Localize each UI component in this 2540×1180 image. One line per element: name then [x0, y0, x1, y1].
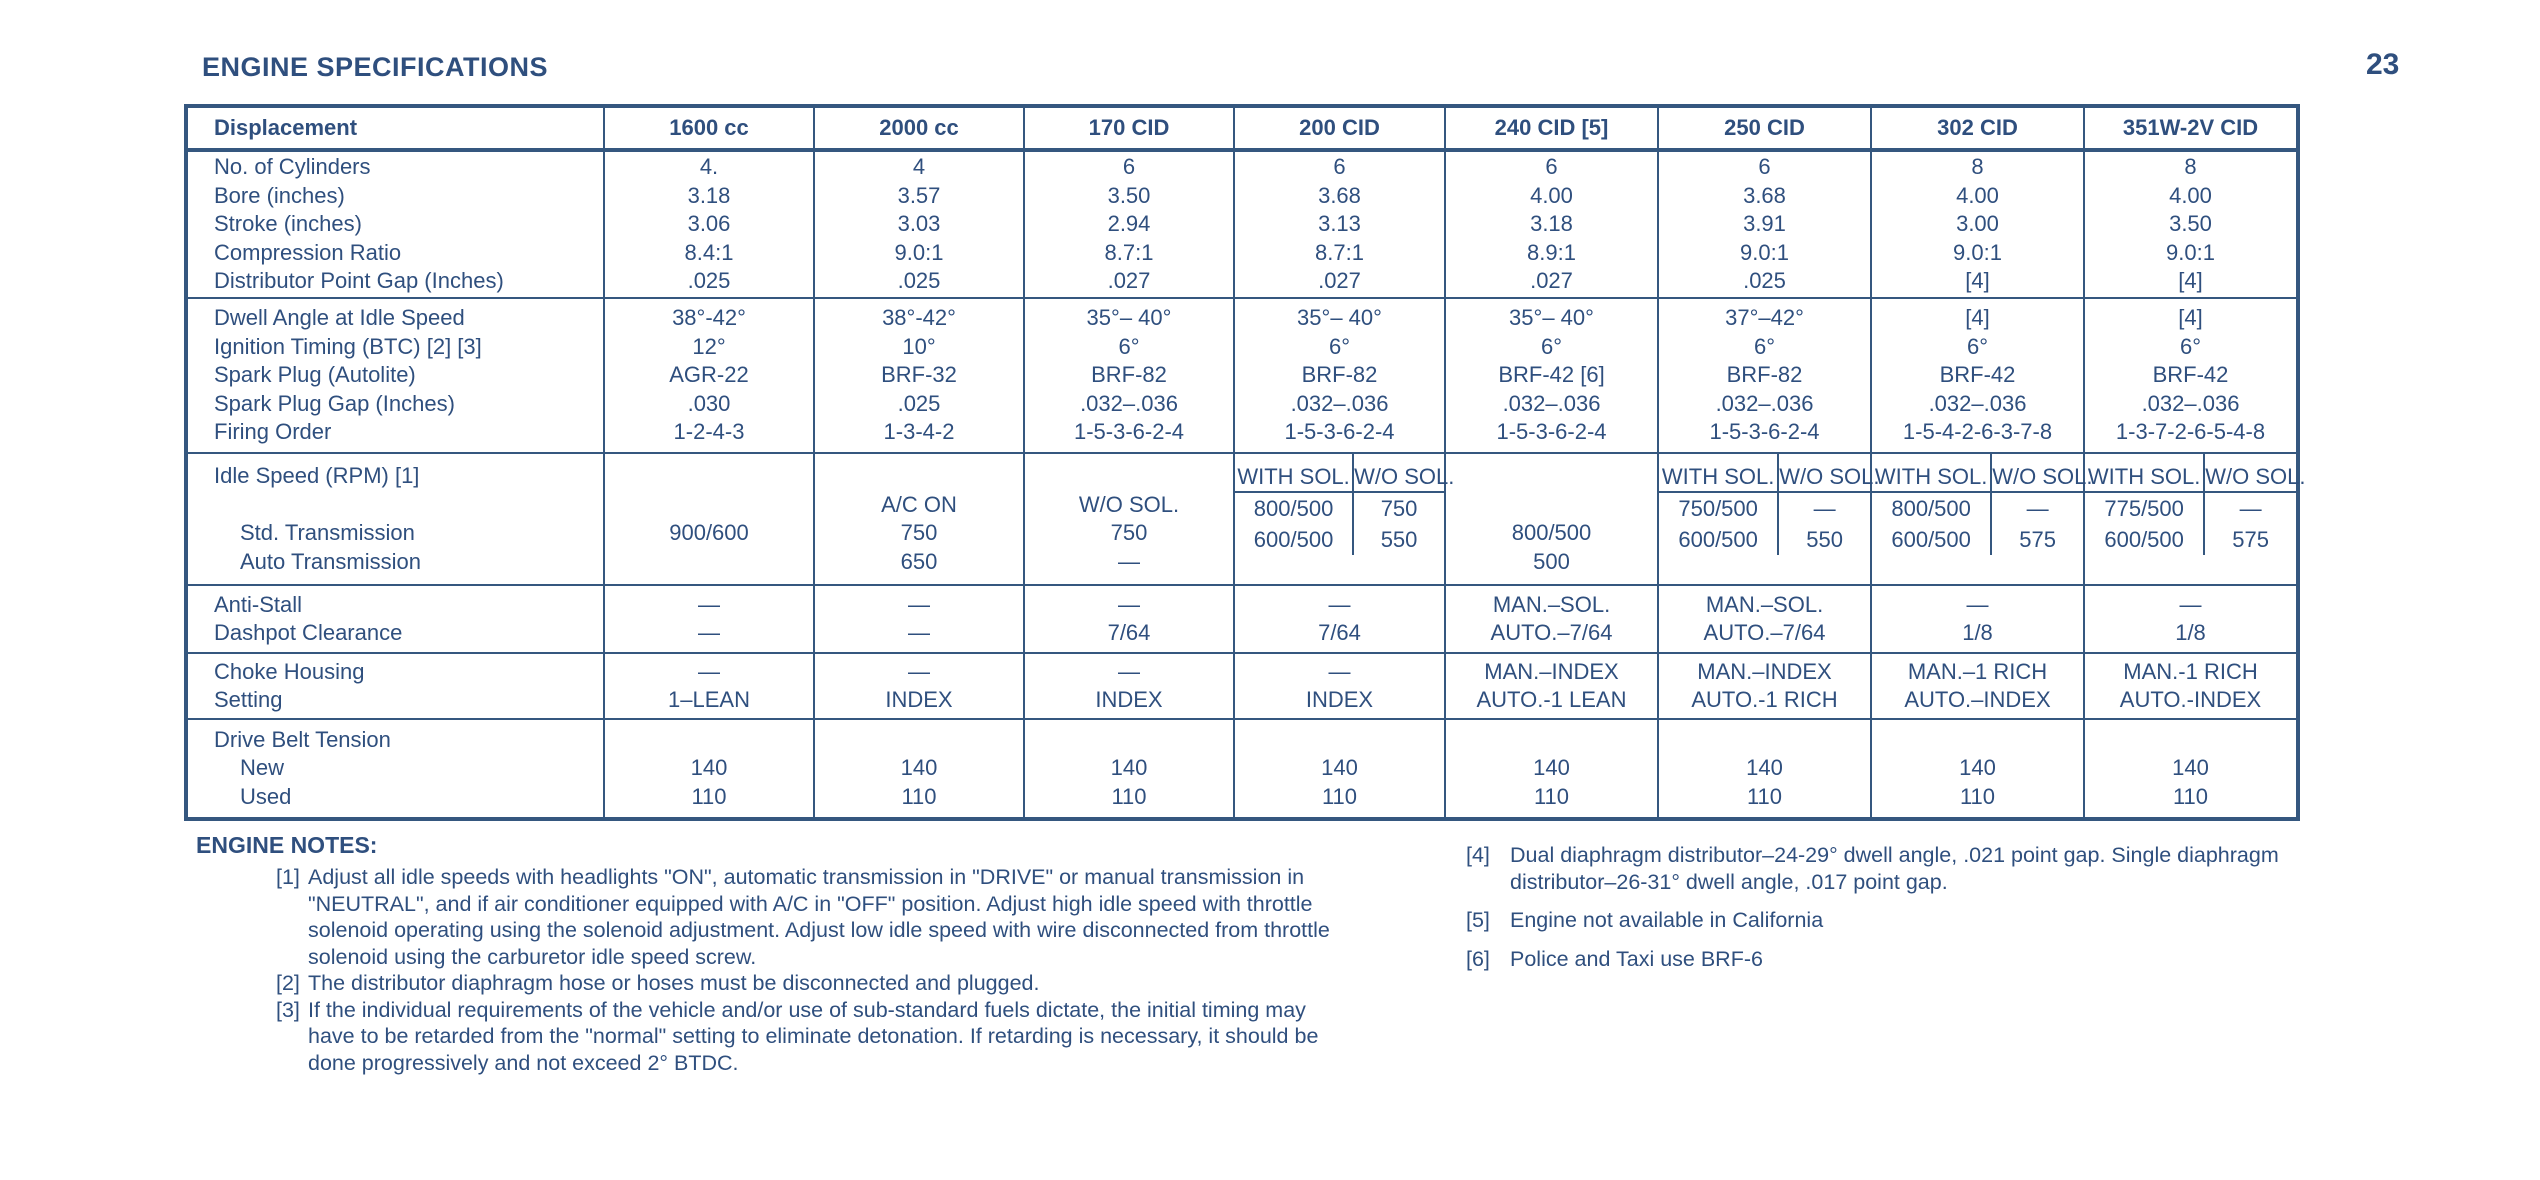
idle-std-with: 800/500 — [1235, 493, 1354, 524]
spec-value: 8.9:1 — [1527, 239, 1576, 265]
idle-cell-200 — [1234, 453, 1455, 585]
idle-auto-without: 575 — [2232, 527, 2269, 552]
idle-labels — [186, 453, 604, 585]
idle-auto-without: 575 — [2019, 527, 2056, 552]
spacer — [1446, 726, 1657, 755]
spec-value: 3.06 — [687, 211, 731, 237]
choke-value: MAN.–INDEX — [1697, 658, 1832, 684]
spec-value: .032–.036 — [1290, 390, 1389, 416]
antistall-value: 1/8 — [2175, 620, 2206, 645]
spec-values-cell — [1871, 298, 2084, 453]
idle-std-without: — — [2239, 496, 2262, 521]
spec-label: Spark Plug (Autolite) — [214, 362, 416, 388]
spec-value: BRF-32 — [881, 362, 957, 388]
spec-values-cell — [1234, 298, 1445, 453]
belt-value: 140 — [2172, 755, 2209, 781]
belt-values-cell — [1445, 719, 1658, 819]
note-text: The distributor diaphragm hose or hoses must be disconnected and plugged. — [308, 971, 1040, 995]
belt-value: 110 — [1111, 783, 1147, 809]
spec-value: .025 — [1743, 268, 1786, 294]
choke-value: — — [1118, 658, 1140, 684]
belt-value: 110 — [901, 783, 937, 809]
spec-value: 1-5-3-6-2-4 — [1073, 419, 1185, 445]
table-header-row — [186, 106, 2298, 150]
choke-value: MAN.-1 RICH — [2123, 658, 2258, 684]
antistall-value: — — [1966, 591, 1989, 617]
spec-label: Ignition Timing (BTC) [2] [3] — [214, 333, 482, 359]
idle-auto-value: 500 — [1533, 548, 1570, 574]
with-sol-header: WITH SOL. — [1659, 454, 1779, 493]
belt-values-cell — [604, 719, 814, 819]
spec-value: 1-3-4-2 — [883, 419, 955, 445]
antistall-value: — — [2179, 591, 2202, 617]
choke-value: AUTO.-INDEX — [2119, 687, 2262, 712]
spec-values-cell — [1871, 150, 2084, 298]
spec-value: 3.00 — [1956, 211, 1999, 237]
spec-value: 12° — [692, 333, 726, 359]
spec-value: 6° — [1328, 333, 1351, 359]
spec-value: 1-5-3-6-2-4 — [1496, 419, 1607, 445]
idle-cell-1600 — [604, 453, 814, 585]
spec-value: BRF-42 — [1939, 362, 2016, 388]
antistall-labels — [186, 585, 604, 653]
choke-value: INDEX — [885, 687, 953, 712]
spec-value: 4 — [912, 154, 926, 180]
idle-std-without: — — [2026, 496, 2049, 521]
spec-value: .032–.036 — [1715, 390, 1814, 416]
choke-value: AUTO.–INDEX — [1904, 687, 2051, 712]
auto-transmission-label: Auto Transmission — [240, 548, 421, 574]
column-header: 302 CID — [1871, 106, 2084, 150]
choke-label: Setting — [214, 687, 283, 712]
idle-std-with: 800/500 — [1872, 493, 1992, 524]
antistall-values-cell — [2084, 585, 2298, 653]
spacer — [815, 726, 1023, 755]
idle-auto-with: 600/500 — [1659, 524, 1779, 555]
column-header: 1600 cc — [604, 106, 814, 150]
spec-value: .025 — [897, 268, 941, 294]
spec-group-dimensions — [186, 150, 2298, 298]
choke-labels — [186, 653, 604, 719]
spec-group-antistall — [186, 585, 2298, 653]
note-item — [276, 970, 1356, 997]
antistall-values-cell — [604, 585, 814, 653]
page-title: ENGINE SPECIFICATIONS — [202, 52, 549, 82]
spec-value: 6° — [1540, 333, 1563, 359]
idle-head: A/C ON — [881, 491, 957, 517]
spec-label: Spark Plug Gap (Inches) — [214, 390, 455, 416]
spec-value: 3.50 — [2169, 211, 2212, 237]
spec-group-idle — [186, 453, 2298, 585]
antistall-value: — — [908, 620, 930, 645]
spec-values-cell — [604, 150, 814, 298]
belt-value: 110 — [1321, 783, 1358, 809]
spec-values-cell — [604, 298, 814, 453]
spacer — [2085, 726, 2296, 755]
belt-value: 110 — [691, 783, 727, 809]
spec-values-cell — [1658, 150, 1871, 298]
column-header: 240 CID [5] — [1445, 106, 1658, 150]
note-text: Engine not available in California — [1510, 908, 1824, 932]
choke-values-cell — [2084, 653, 2298, 719]
spec-value: BRF-82 — [1301, 362, 1378, 388]
spec-value: 4. — [699, 154, 719, 180]
page-number: 23 — [2366, 48, 2400, 81]
column-header: 351W-2V CID — [2084, 106, 2298, 150]
antistall-value: — — [1118, 591, 1140, 617]
notes-right-column — [1466, 842, 2286, 984]
std-transmission-label: Std. Transmission — [240, 520, 415, 545]
spec-value: 1-5-4-2-6-3-7-8 — [1902, 419, 2053, 445]
idle-cell-170 — [1024, 453, 1234, 585]
spec-value: 4.00 — [1956, 182, 1999, 208]
belt-label: Drive Belt Tension — [214, 726, 391, 752]
idle-cell-240 — [1445, 453, 1658, 585]
spec-values-cell — [1234, 150, 1445, 298]
choke-values-cell — [814, 653, 1024, 719]
wo-sol-header: W/O SOL. — [1354, 454, 1444, 493]
spec-value: .025 — [897, 390, 941, 416]
belt-value: 110 — [1959, 783, 1996, 809]
column-header: 2000 cc — [814, 106, 1024, 150]
choke-value: INDEX — [1095, 687, 1163, 712]
spec-values-cell — [1024, 150, 1234, 298]
spec-values-cell — [2084, 150, 2298, 298]
spec-values-cell — [814, 150, 1024, 298]
idle-std-value: 900/600 — [669, 520, 749, 545]
choke-values-cell — [1234, 653, 1445, 719]
belt-label: New — [240, 755, 285, 781]
spec-value: .027 — [1318, 268, 1361, 294]
spacer — [1025, 726, 1233, 755]
antistall-value: — — [698, 620, 720, 645]
spec-value: BRF-42 [6] — [1498, 362, 1605, 388]
choke-value: — — [1328, 658, 1351, 684]
column-header: Displacement — [186, 106, 604, 150]
spec-value: 8 — [2184, 154, 2197, 180]
belt-values-cell — [1024, 719, 1234, 819]
spec-value: 35°– 40° — [1509, 305, 1594, 331]
spec-group-ignition — [186, 298, 2298, 453]
antistall-value: — — [1328, 591, 1351, 617]
spec-value: 6 — [1122, 154, 1136, 180]
idle-head: W/O SOL. — [1078, 491, 1180, 517]
belt-values-cell — [1871, 719, 2084, 819]
spec-label: Distributor Point Gap (Inches) — [214, 268, 504, 294]
choke-values-cell — [1871, 653, 2084, 719]
belt-value: 140 — [1110, 755, 1148, 781]
spec-value: .032–.036 — [1080, 390, 1178, 416]
idle-std-value: 750 — [1110, 520, 1148, 545]
belt-value: 140 — [1959, 755, 1996, 781]
spec-value: [4] — [1965, 268, 1990, 294]
antistall-value: 1/8 — [1962, 620, 1993, 645]
spec-value: 1-5-3-6-2-4 — [1284, 419, 1395, 445]
spec-label: Dwell Angle at Idle Speed — [214, 305, 465, 331]
spec-values-cell — [814, 298, 1024, 453]
choke-values-cell — [1445, 653, 1658, 719]
spec-value: 1-3-7-2-6-5-4-8 — [2115, 419, 2266, 445]
note-key: [2] — [276, 971, 300, 995]
note-item — [1466, 946, 2286, 973]
idle-cell-2000 — [814, 453, 1024, 585]
spec-value: .032–.036 — [1928, 390, 2027, 416]
spec-label: Compression Ratio — [214, 239, 402, 265]
spec-label: Firing Order — [214, 419, 332, 445]
spec-value: 38°-42° — [672, 305, 746, 331]
belt-value: 140 — [900, 755, 938, 781]
choke-value: — — [698, 658, 720, 684]
choke-value: MAN.–1 RICH — [1907, 658, 2048, 684]
spec-value: BRF-82 — [1091, 362, 1167, 388]
with-sol-header: WITH SOL. — [1235, 454, 1354, 493]
spec-values-cell — [1445, 150, 1658, 298]
idle-std-without: 750 — [1380, 496, 1418, 521]
spec-value: .027 — [1530, 268, 1573, 294]
belt-value: 140 — [1746, 755, 1783, 781]
idle-cell-250 — [1658, 453, 1880, 585]
column-header: 170 CID — [1024, 106, 1234, 150]
antistall-value: MAN.–SOL. — [1492, 591, 1611, 617]
choke-value: INDEX — [1305, 687, 1374, 712]
engine-specs-table — [184, 104, 2306, 821]
belt-labels — [186, 719, 604, 819]
note-key: [1] — [276, 865, 300, 889]
spec-value: 6° — [1753, 333, 1776, 359]
spec-value: 6 — [1333, 154, 1346, 180]
spec-group-choke — [186, 653, 2298, 719]
spec-value: 9.0:1 — [894, 239, 944, 265]
spec-value: 9.0:1 — [1740, 239, 1789, 265]
note-item — [1466, 842, 2286, 895]
note-item — [1466, 907, 2286, 934]
spec-value: 2.94 — [1107, 211, 1151, 237]
choke-values-cell — [1024, 653, 1234, 719]
note-key: [3] — [276, 997, 300, 1022]
antistall-values-cell — [814, 585, 1024, 653]
belt-value: 140 — [1533, 755, 1570, 781]
belt-label: Used — [240, 783, 292, 809]
spec-value: 35°– 40° — [1297, 305, 1382, 331]
belt-value: 140 — [690, 755, 728, 781]
idle-auto-without: 550 — [1380, 527, 1418, 552]
idle-auto-with: 600/500 — [1235, 524, 1354, 555]
belt-values-cell — [2084, 719, 2298, 819]
spec-value: [4] — [2178, 305, 2203, 331]
spec-value: 9.0:1 — [1953, 239, 2002, 265]
spec-value: 8.7:1 — [1104, 239, 1154, 265]
note-text: Adjust all idle speeds with headlights "ON", automatic transmission in "DRIVE" or manual transmission in "NEUTRAL", and if air conditioner equipped with A/C in "OFF" position. Adjust high idle speed with throttle solenoid operating using the solenoid adjustment. Adjust low idle speed with wire disconnected from throttle solenoid using the carburetor idle speed screw. — [308, 865, 1330, 969]
note-text: If the individual requirements of the vehicle and/or use of sub-standard fuels dictate, the initial timing may have to be retarded from the "normal" setting to eliminate detonation. If retarding is necessary, it should be done progressively and not exceed 2° BTDC. — [308, 997, 1319, 1075]
column-header: 200 CID — [1234, 106, 1445, 150]
spec-value: 3.18 — [687, 182, 731, 208]
spec-values-cell — [2084, 298, 2298, 453]
idle-auto-with: 600/500 — [1872, 524, 1992, 555]
note-key: [6] — [1466, 946, 1490, 971]
idle-cell-351 — [2084, 453, 2306, 585]
idle-std-without: — — [1813, 496, 1836, 521]
note-text: Police and Taxi use BRF-6 — [1510, 946, 1763, 971]
spec-value: .032–.036 — [2141, 390, 2240, 416]
spec-value: 1-5-3-6-2-4 — [1709, 419, 1820, 445]
antistall-value: MAN.–SOL. — [1705, 591, 1824, 617]
antistall-value: AUTO.–7/64 — [1490, 620, 1613, 645]
note-item — [276, 997, 1356, 1077]
spec-value: .025 — [687, 268, 731, 294]
choke-label: Choke Housing — [214, 658, 365, 684]
choke-value: 1–LEAN — [668, 687, 750, 712]
choke-value: AUTO.-1 LEAN — [1476, 687, 1627, 712]
spec-value: 3.91 — [1743, 211, 1786, 237]
spec-value: .032–.036 — [1502, 390, 1601, 416]
spec-value: 3.68 — [1743, 182, 1786, 208]
spec-value: 10° — [902, 333, 936, 359]
spacer — [605, 726, 813, 755]
note-key: [4] — [1466, 843, 1490, 867]
idle-auto-with: 600/500 — [2085, 524, 2205, 555]
spec-value: [4] — [2178, 268, 2203, 294]
spec-value: 6 — [1545, 154, 1558, 180]
antistall-value: 7/64 — [1318, 620, 1361, 645]
note-item — [276, 864, 1356, 970]
idle-auto-value: — — [1118, 548, 1140, 574]
idle-split-grid — [1872, 454, 2093, 555]
antistall-values-cell — [1234, 585, 1445, 653]
notes-left-column — [276, 864, 1356, 1076]
spec-value: 9.0:1 — [2166, 239, 2215, 265]
antistall-label: Dashpot Clearance — [214, 620, 403, 645]
spec-value: 8.7:1 — [1315, 239, 1364, 265]
idle-std-with: 750/500 — [1659, 493, 1779, 524]
wo-sol-header: W/O SOL. — [1992, 454, 2083, 493]
notes-title: ENGINE NOTES: — [196, 832, 378, 858]
spec-value: 4.00 — [2169, 182, 2212, 208]
belt-value: 110 — [2172, 783, 2209, 809]
with-sol-header: WITH SOL. — [1872, 454, 1992, 493]
belt-value: 140 — [1321, 755, 1358, 781]
spacer — [1659, 726, 1870, 755]
belt-values-cell — [1658, 719, 1871, 819]
antistall-value: 7/64 — [1107, 620, 1151, 645]
spec-label: Stroke (inches) — [214, 211, 362, 237]
wo-sol-header: W/O SOL. — [1779, 454, 1870, 493]
spec-value: 6° — [1118, 333, 1140, 359]
spec-value: 38°-42° — [882, 305, 956, 331]
choke-value: AUTO.-1 RICH — [1691, 687, 1838, 712]
belt-values-cell — [1234, 719, 1445, 819]
antistall-values-cell — [1871, 585, 2084, 653]
spec-value: 37°–42° — [1725, 305, 1804, 331]
spec-values-cell — [1445, 298, 1658, 453]
spec-value: 1-2-4-3 — [673, 419, 745, 445]
spec-value: .030 — [687, 390, 731, 416]
note-key: [5] — [1466, 908, 1490, 932]
idle-split-grid — [1235, 454, 1455, 555]
spec-value: 6° — [1966, 333, 1989, 359]
choke-values-cell — [604, 653, 814, 719]
spec-value: 3.57 — [897, 182, 941, 208]
spec-value: [4] — [1965, 305, 1990, 331]
antistall-label: Anti-Stall — [214, 591, 303, 617]
spacer — [1872, 726, 2083, 755]
idle-cell-302 — [1871, 453, 2093, 585]
idle-auto-without: 550 — [1806, 527, 1843, 552]
choke-values-cell — [1658, 653, 1871, 719]
spec-value: 3.50 — [1107, 182, 1151, 208]
spec-value: .027 — [1107, 268, 1151, 294]
spec-value: 6 — [1758, 154, 1771, 180]
spec-values-cell — [1024, 298, 1234, 453]
idle-std-with: 775/500 — [2085, 493, 2205, 524]
idle-split-grid — [2085, 454, 2306, 555]
idle-label: Idle Speed (RPM) [1] — [214, 463, 420, 488]
spec-value: 8.4:1 — [684, 239, 734, 265]
antistall-value: — — [908, 591, 930, 617]
spec-value: 35°– 40° — [1086, 305, 1172, 331]
choke-value: — — [908, 658, 930, 684]
spacer — [1235, 726, 1444, 755]
spec-labels — [186, 150, 604, 298]
antistall-value: AUTO.–7/64 — [1703, 620, 1826, 645]
spec-value: 3.13 — [1318, 211, 1361, 237]
spec-values-cell — [1658, 298, 1871, 453]
idle-auto-value: 650 — [900, 548, 938, 574]
antistall-values-cell — [1658, 585, 1871, 653]
spec-value: 4.00 — [1530, 182, 1573, 208]
belt-value: 110 — [1746, 783, 1783, 809]
antistall-values-cell — [1445, 585, 1658, 653]
with-sol-header: WITH SOL. — [2085, 454, 2205, 493]
column-header: 250 CID — [1658, 106, 1871, 150]
spec-value: BRF-42 — [2152, 362, 2229, 388]
idle-std-value: 750 — [900, 520, 938, 545]
spec-value: 3.03 — [897, 211, 941, 237]
spec-group-belt — [186, 719, 2298, 819]
wo-sol-header: W/O SOL. — [2205, 454, 2296, 493]
belt-values-cell — [814, 719, 1024, 819]
spec-value: 3.18 — [1530, 211, 1573, 237]
antistall-value: — — [698, 591, 720, 617]
belt-value: 110 — [1533, 783, 1570, 809]
spec-label: Bore (inches) — [214, 182, 345, 208]
idle-split-grid — [1659, 454, 1880, 555]
note-text: Dual diaphragm distributor–24-29° dwell angle, .021 point gap. Single diaphragm distributor–26-31° dwell angle, .017 point gap. — [1510, 843, 2279, 894]
spec-value: 3.68 — [1318, 182, 1361, 208]
spec-label: No. of Cylinders — [214, 154, 371, 180]
spec-value: 6° — [2179, 333, 2202, 359]
spec-value: BRF-82 — [1726, 362, 1803, 388]
spec-labels — [186, 298, 604, 453]
antistall-values-cell — [1024, 585, 1234, 653]
spec-value: AGR-22 — [669, 362, 749, 388]
choke-value: MAN.–INDEX — [1484, 658, 1619, 684]
spec-value: 8 — [1971, 154, 1984, 180]
idle-std-value: 800/500 — [1511, 520, 1592, 545]
